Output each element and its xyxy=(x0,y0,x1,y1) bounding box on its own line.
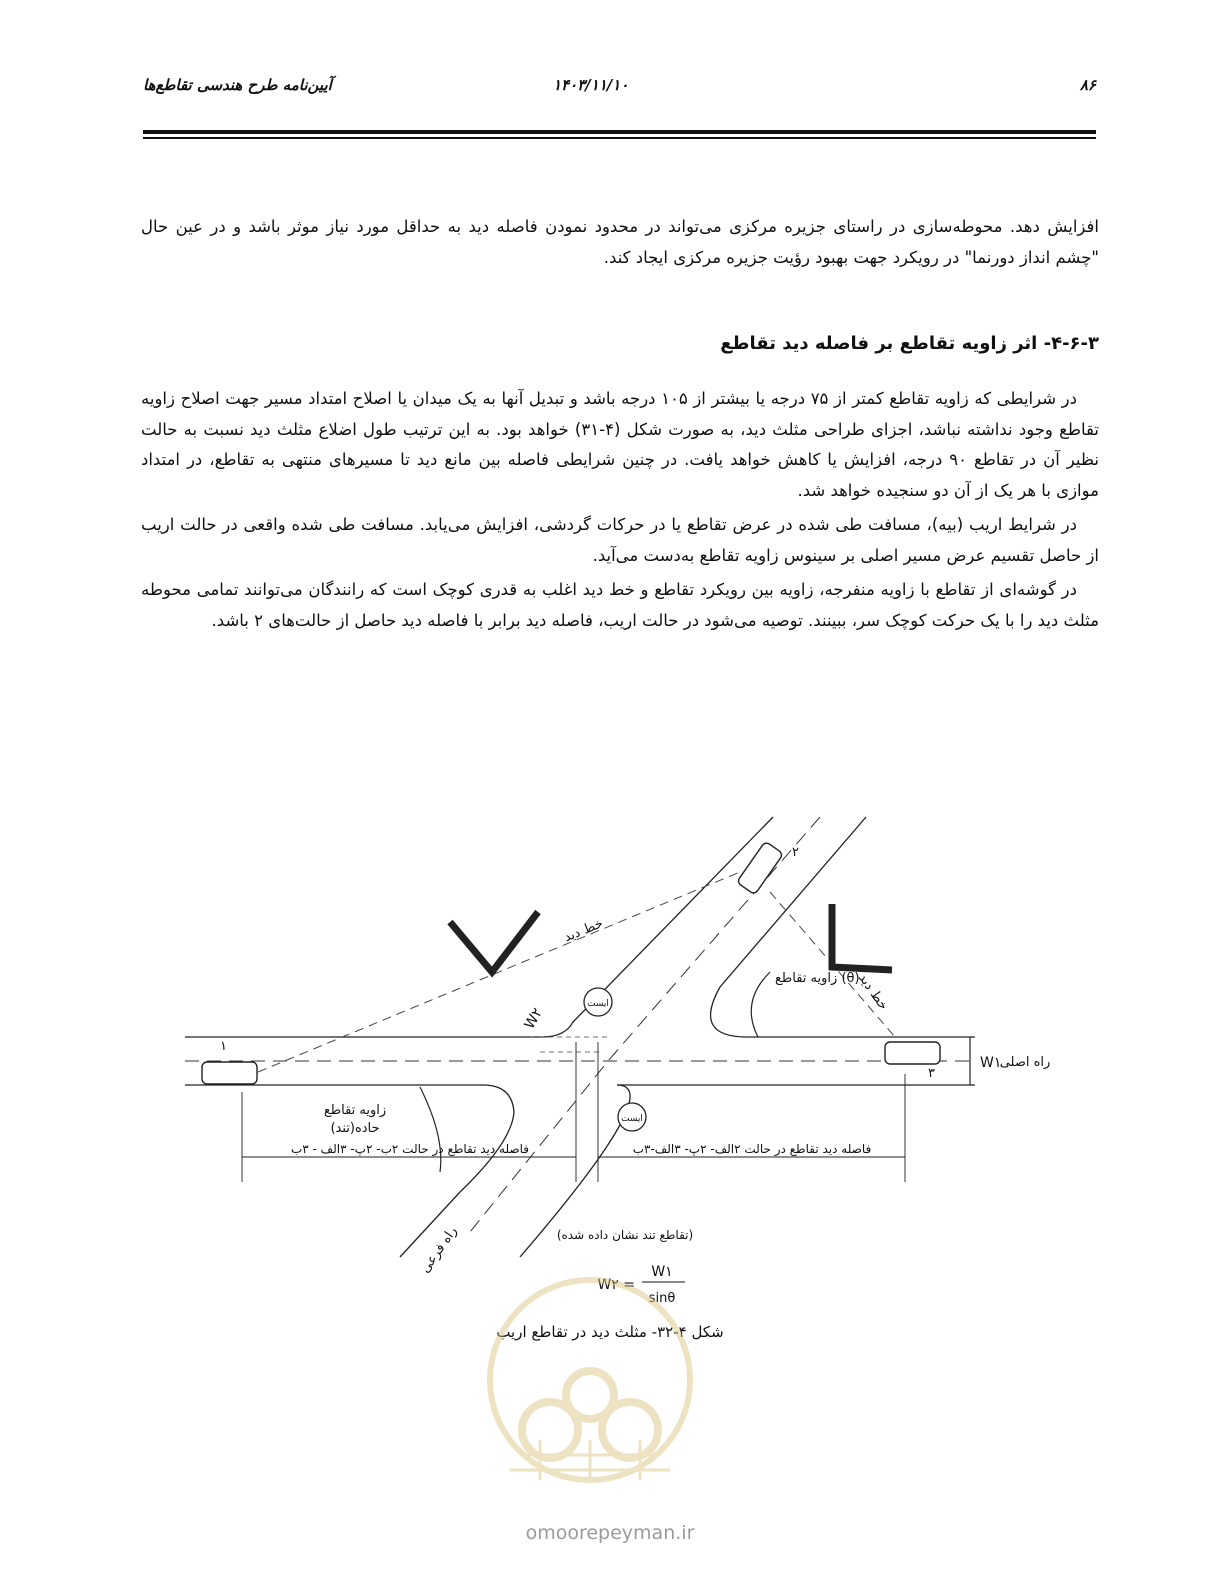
formula-numerator: W۱ xyxy=(651,1264,673,1280)
diag-right-edge xyxy=(711,817,866,1037)
paragraph-text: در شرایطی که زاویه تقاطع کمتر از ۷۵ درجه یا بیشتر از ۱۰۵ درجه باشد و تبدیل آنها به یک میدان یا اصلاح امتداد مسیر جهت اصلاح زاویه تقاطع وجود نداشته نباشد، اجزای طراحی مثلث دید، به صورت شکل (۴-۳۱) خواهد بود. به این ترتیب طول اضلاع مثلث دید نسبت به حالت نظیر آن در تقاطع ۹۰ درجه، افزایش یا کاهش خواهد یافت. در چنین شرایطی فاصله بین مانع دید تا مسیرهای منتهی به تقاطع، در امتداد موازی با هر یک از آن دو سنجیده خواهد شد. xyxy=(141,389,1099,500)
label-acute-angle-2: حاده(تند) xyxy=(330,1121,380,1136)
minor-road-left-edge xyxy=(400,1192,460,1257)
label-main-road: راه اصلی xyxy=(999,1055,1051,1070)
stop-label-bottom: ایست xyxy=(621,1114,643,1124)
label-vehicle-1: ۱ xyxy=(220,1039,227,1054)
label-dimension-right: فاصله دید تقاطع در حالت ۲الف- ۲پ- ۳الف-۳ب xyxy=(632,1142,872,1156)
formula-lhs: W۲ = xyxy=(597,1277,635,1293)
sight-line-left xyxy=(258,872,740,1072)
intro-paragraph xyxy=(141,212,1099,273)
stop-label-top: ایست xyxy=(587,999,609,1009)
publisher-watermark-logo xyxy=(480,1265,700,1495)
label-acute-angle-1: زاویه تقاطع xyxy=(323,1103,387,1118)
label-intersection-angle: زاویه تقاطع (θ) xyxy=(775,971,860,986)
paragraph-text: افزایش دهد. محوطه‌سازی در راستای جزیره مرکزی می‌تواند در محدود نمودن فاصله دید به حداقل مورد نیاز موثر باشد و در عین حال "چشم انداز دورنما" در رویکرد جهت بهبود رؤیت جزیره مرکزی ایجاد کند. xyxy=(141,217,1099,267)
paragraph-text: در شرایط اریب (بیه)، مسافت طی شده در عرض تقاطع یا در حرکات گردشی، افزایش می‌یابد. مسافت طی شده واقعی در حالت اریب از حاصل تقسیم عرض مسیر اصلی بر سینوس زاویه تقاطع به‌دست می‌آید. xyxy=(141,515,1099,565)
formula-denominator: sinθ xyxy=(648,1291,676,1306)
acute-angle-arc xyxy=(420,1087,441,1172)
obstruction-right-icon xyxy=(832,904,892,970)
label-acute-note: (تقاطع تند نشان داده شده) xyxy=(556,1228,694,1242)
page-header xyxy=(143,70,1096,104)
label-vehicle-3: ۳ xyxy=(928,1066,935,1081)
vehicle-3-icon xyxy=(885,1042,940,1064)
label-w2: W۲ xyxy=(521,1005,547,1032)
section-heading: ۴-۶-۳- اثر زاویه تقاطع بر فاصله دید تقاطع xyxy=(720,333,1099,354)
figure-drawing xyxy=(180,812,1080,1312)
label-w1: W۱ xyxy=(980,1055,1002,1071)
label-sight-line-right: خط دید xyxy=(855,971,891,1013)
header-rule-thick xyxy=(143,130,1096,134)
vehicle-1-icon xyxy=(202,1062,257,1084)
angle-theta-arc xyxy=(751,972,770,1037)
main-road-bottom-left-edge xyxy=(185,1085,514,1192)
label-vehicle-2: ۲ xyxy=(792,845,799,860)
skew-intersection-figure xyxy=(180,812,1080,1312)
label-sight-line-left: خط دید xyxy=(561,916,606,946)
label-dimension-left: فاصله دید تقاطع در حالت ۲ب- ۲پ- ۳الف - ۳ب xyxy=(290,1142,530,1156)
figure-caption: شکل ۴-۳۲- مثلث دید در تقاطع اریب xyxy=(496,1323,724,1341)
main-road-top-left-edge xyxy=(185,817,773,1037)
book-title: آیین‌نامه طرح هندسی تقاطع‌ها xyxy=(143,76,332,94)
website-footer: omoorepeyman.ir xyxy=(525,1522,695,1544)
label-minor-road: راه فرعی xyxy=(417,1224,461,1276)
header-date: ۱۴۰۳/۱۱/۱۰ xyxy=(553,76,629,94)
obstruction-left-icon xyxy=(450,912,538,972)
body-paragraphs xyxy=(141,384,1099,640)
page-number: ۸۶ xyxy=(1079,76,1096,94)
header-rule-thin xyxy=(143,137,1096,139)
paragraph-text: در گوشه‌ای از تقاطع با زاویه منفرجه، زاویه بین رویکرد تقاطع و خط دید اغلب به قدری کوچک است که رانندگان می‌توانند تمامی محوطه مثلث دید را با یک حرکت کوچک سر، ببینند. توصیه می‌شود در حالت اریب، فاصله دید برابر با فاصله دید حاصل از حالت‌های ۲ باشد. xyxy=(141,580,1099,630)
